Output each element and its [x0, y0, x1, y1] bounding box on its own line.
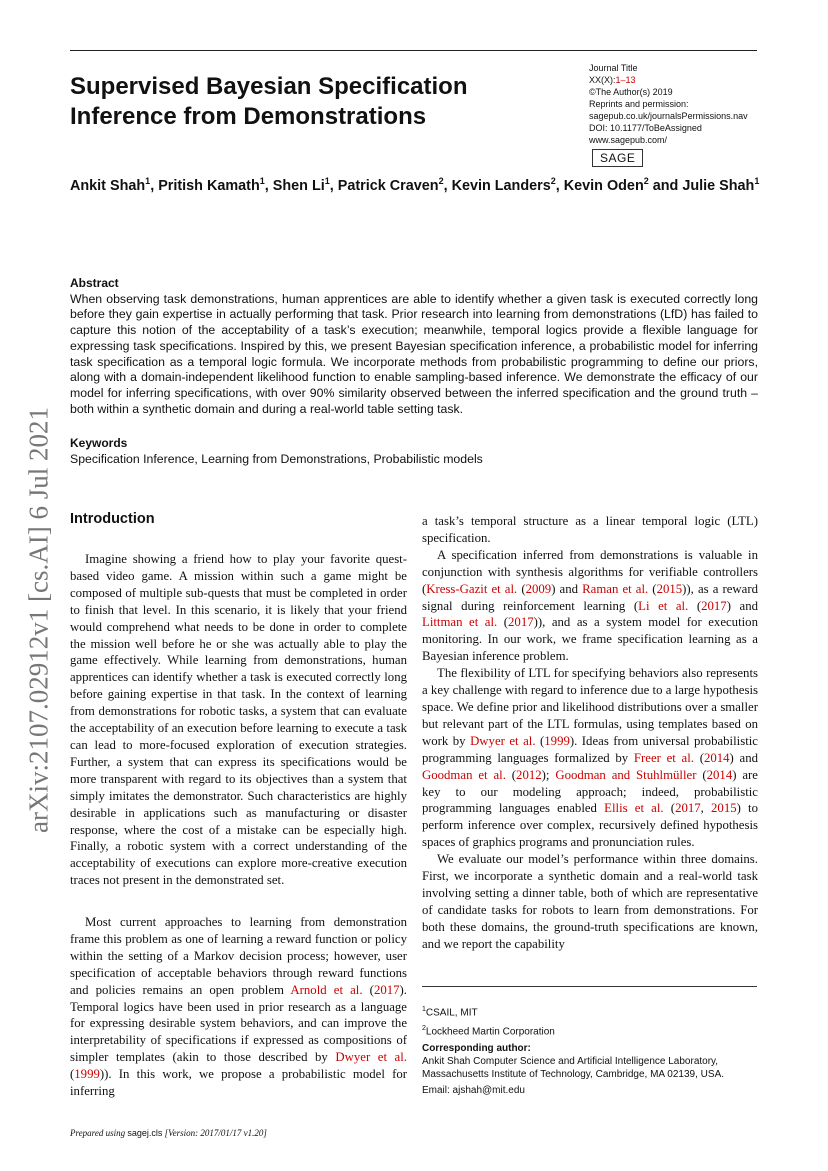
keywords-heading: Keywords [70, 436, 128, 450]
footer-suffix: [Version: 2017/01/17 v1.20] [162, 1128, 267, 1138]
text-span: )), as a reward signal during reinforcement learning ( [422, 581, 759, 613]
abstract-section [70, 276, 758, 417]
journal-info [589, 62, 748, 146]
author-name: Julie Shah [682, 177, 755, 194]
affiliation-marker: 1 [324, 176, 330, 186]
text-span: ). Temporal logics have been used in prior research as a language for expressing desirable system behaviors, and can improve the interpretability of specifications if expressed as compositions of simpler templates (akin to those described by [70, 982, 407, 1065]
affiliation-marker: 1 [145, 176, 151, 186]
citation-link[interactable]: Freer et al. [633, 750, 694, 765]
citation-year-link[interactable]: 2017 [373, 982, 400, 997]
affiliation-marker: 2 [438, 176, 444, 186]
text-span: ) are key to our modeling approach; indeed, probabilistic programming languages enabled [422, 767, 758, 816]
reprints-label: Reprints and permission: [589, 99, 689, 109]
author-list: Ankit Shah$^1$, Pritish Kamath$^1$, Shen Li$^1$, Patrick Craven$^2$, Kevin Landers$^2$, Kevin Oden$^2$ and Julie Shah$^1$ [70, 176, 760, 194]
affiliation-1: $^1$CSAIL, MIT [422, 1006, 478, 1019]
author-name: Kevin Landers [451, 177, 551, 194]
doi: DOI: 10.1177/ToBeAssigned [589, 123, 702, 133]
corresponding-heading: Corresponding author: [422, 1043, 531, 1054]
affiliation-1-text: CSAIL, MIT [425, 1007, 478, 1019]
arxiv-stamp: arXiv:2107.02912v1 [cs.AI] 6 Jul 2021 [23, 407, 54, 833]
journal-title: Journal Title [589, 63, 638, 73]
intro-right-p3 [422, 665, 758, 851]
text-span: ( [70, 1067, 75, 1082]
citation-link[interactable]: Arnold et al. [290, 982, 363, 997]
affiliation-marker: 2 [550, 176, 556, 186]
copyright: ©The Author(s) 2019 [589, 87, 673, 97]
text-span: ( [362, 982, 374, 997]
affiliation-marker: 2 [643, 176, 649, 186]
text-span: ( [505, 767, 517, 782]
citation-year-link[interactable]: 2009 [525, 581, 552, 596]
corresponding-text: Ankit Shah Computer Science and Artificial Intelligence Laboratory, Massachusetts Institute of Technology, Cambridge, MA 02139, USA. [422, 1056, 725, 1080]
citation-year-link[interactable]: 2015 [711, 801, 737, 816]
text-span: ( [693, 750, 704, 765]
text-span: ( [497, 615, 509, 630]
text-span: ( [696, 767, 707, 782]
keywords-text: Specification Inference, Learning from Demonstrations, Probabilistic models [70, 452, 483, 466]
footer-cls: sagej.cls [127, 1128, 163, 1138]
text-span: Most current approaches to learning from demonstration frame this problem as one of learning a reward function or policy within the setting of a Markov decision process; however, user specification of acceptable behaviors through reward functions and policies remains an open problem [70, 915, 407, 997]
footer-prefix: Prepared using [70, 1128, 128, 1138]
text-span: A specification inferred from demonstrations is valuable in conjunction with synthesis algorithms for verifiable controllers ( [422, 547, 758, 596]
text-span: ) and [726, 598, 758, 613]
citation-year-link[interactable]: 1999 [544, 733, 570, 748]
affiliations [422, 1002, 555, 1041]
citation-year-link[interactable]: 2017 [508, 615, 534, 630]
text-span: )). In this work, we propose a probabilistic model for inferring [70, 1067, 407, 1099]
citation-link[interactable]: Raman et al. [582, 581, 649, 596]
affiliation-2: $^2$Lockheed Martin Corporation [422, 1025, 555, 1038]
keywords-section [70, 436, 483, 466]
page-footer [70, 1128, 267, 1138]
paper-title: Supervised Bayesian Specification Inference from Demonstrations [70, 73, 468, 130]
citation-link[interactable]: Goodman et al. [422, 767, 506, 782]
sage-url: www.sagepub.com/ [589, 135, 668, 145]
text-span: ) and [551, 581, 583, 596]
intro-right-p1: a task’s temporal structure as a linear temporal logic (LTL) specification. [422, 514, 758, 545]
text-span: ( [663, 801, 676, 816]
corresponding-author [422, 1042, 758, 1097]
abstract-text: When observing task demonstrations, human apprentices are able to identify whether a given task is executed correctly long before they gain expertise in actually performing that task. Prior research into learning from demonstrations (LfD) has failed to capture this notion of the acceptability of a task’s execution; meanwhile, temporal logics provide a flexible language for expressing task specifications. Inspired by this, we present Bayesian specification inference, a probabilistic model for inferring task specification as a temporal logic formula. We incorporate methods from probabilistic programming to define our priors, along with a domain-independent likelihood function to enable sampling-based inference. We demonstrate the efficacy of our model for inferring specifications, with over 90% similarity observed between the inferred specification and the ground truth – both within a synthetic domain and during a real-world table setting task. [70, 291, 758, 416]
citation-year-link[interactable]: 2017 [675, 801, 701, 816]
text-span: ( [517, 581, 526, 596]
citation-link[interactable]: Littman et al. [422, 615, 498, 630]
citation-link[interactable]: Dwyer et al. [335, 1050, 407, 1065]
citation-year-link[interactable]: 2012 [516, 767, 542, 782]
affiliation-2-text: Lockheed Martin Corporation [425, 1026, 555, 1038]
affiliation-marker: 1 [259, 176, 265, 186]
text-span: The flexibility of LTL for specifying behaviors also represents a key challenge with regard to inference due to a large hypothesis space. We define prior and likelihood distributions over a smaller but relevant part of the LTL formulas, using templates based on work by [422, 666, 758, 748]
header-rule [70, 50, 757, 51]
intro-right-p2 [422, 547, 758, 665]
citation-link[interactable]: Dwyer et al. [470, 733, 536, 748]
intro-paragraph-1 [70, 551, 407, 889]
citation-link[interactable]: Kress-Gazit et al. [426, 581, 518, 596]
intro-right-p4: We evaluate our model’s performance within three domains. First, we incorporate a synthetic domain and a real-world task involving setting a dinner table, both of which are representative of candidate tasks for robots to learn from demonstrations. For both these domains, the ground-truth specifications are known, and we report the capability [422, 852, 758, 951]
citation-link[interactable]: Li et al. [638, 598, 689, 613]
text-span: ); [541, 767, 556, 782]
citation-link[interactable]: Goodman and Stuhlmüller [555, 767, 697, 782]
text-span: , [700, 801, 712, 816]
text-span: ( [688, 598, 702, 613]
sage-logo: SAGE [592, 149, 643, 167]
journal-pages-link[interactable]: 1–13 [615, 75, 636, 85]
journal-volume: XX(X): [589, 75, 616, 85]
affiliation-marker: 1 [754, 176, 760, 186]
footnote-rule [422, 986, 757, 987]
intro-right-column [422, 513, 758, 953]
text-span: )), and as a system model for execution monitoring. In our work, we frame specification learning as a Bayesian inference problem. [422, 615, 758, 664]
author-name: Kevin Oden [563, 177, 644, 194]
text-span: ) and [729, 750, 758, 765]
citation-year-link[interactable]: 2015 [656, 581, 683, 596]
permissions-url: sagepub.co.uk/journalsPermissions.nav [589, 111, 748, 121]
citation-link[interactable]: Ellis et al. [604, 801, 664, 816]
text-span: ) to perform inference over complex, recursively defined hypothesis spaces of graphics programs and pronunciation rules. [422, 801, 759, 850]
citation-year-link[interactable]: 2017 [701, 598, 727, 613]
introduction-heading: Introduction [70, 511, 155, 527]
intro-paragraph-2 [70, 914, 407, 1100]
text-span: ). Ideas from universal probabilistic programming languages formalized by [422, 733, 758, 765]
text-span: ( [648, 581, 657, 596]
citation-year-link[interactable]: 1999 [74, 1067, 100, 1082]
citation-year-link[interactable]: 2014 [706, 767, 733, 782]
text-span: ( [535, 733, 545, 748]
author-name: Pritish Kamath [158, 177, 260, 194]
intro-p1-text: Imagine showing a friend how to play your favorite quest-based video game. A mission within such a game might be composed of multiple sub-quests that must be completed in order to finish that level. In this scenario, it is likely that your friend would comprehend what needs to be done in order to complete the mission well before he or she was actually able to play the game effectively. While learning from demonstrations, human apprentices can identify whether a task is executed correctly long before gaining expertise in that task. In the context of learning from demonstrations for robotic tasks, a system that can evaluate the acceptability of an execution before learning to execute a task can lead to more-focused exploration of execution strategies. Further, a system that can express its specifications would be more transparent with regard to its objectives than a system that simply imitates the demonstrator. Such characteristics are highly desirable in applications such as manufacturing or disaster response, where the cost of a mistake can be especially high. Finally, a robotic system with a correct understanding of the acceptability of executions can explore more-creative execution traces not present in the demonstrated set. [70, 552, 407, 888]
author-name: Patrick Craven [337, 177, 439, 194]
citation-year-link[interactable]: 2014 [703, 750, 730, 765]
author-name: Shen Li [272, 177, 325, 194]
corresponding-email[interactable]: Email: ajshah@mit.edu [422, 1085, 525, 1096]
author-name: Ankit Shah [70, 177, 146, 194]
abstract-heading: Abstract [70, 276, 119, 290]
